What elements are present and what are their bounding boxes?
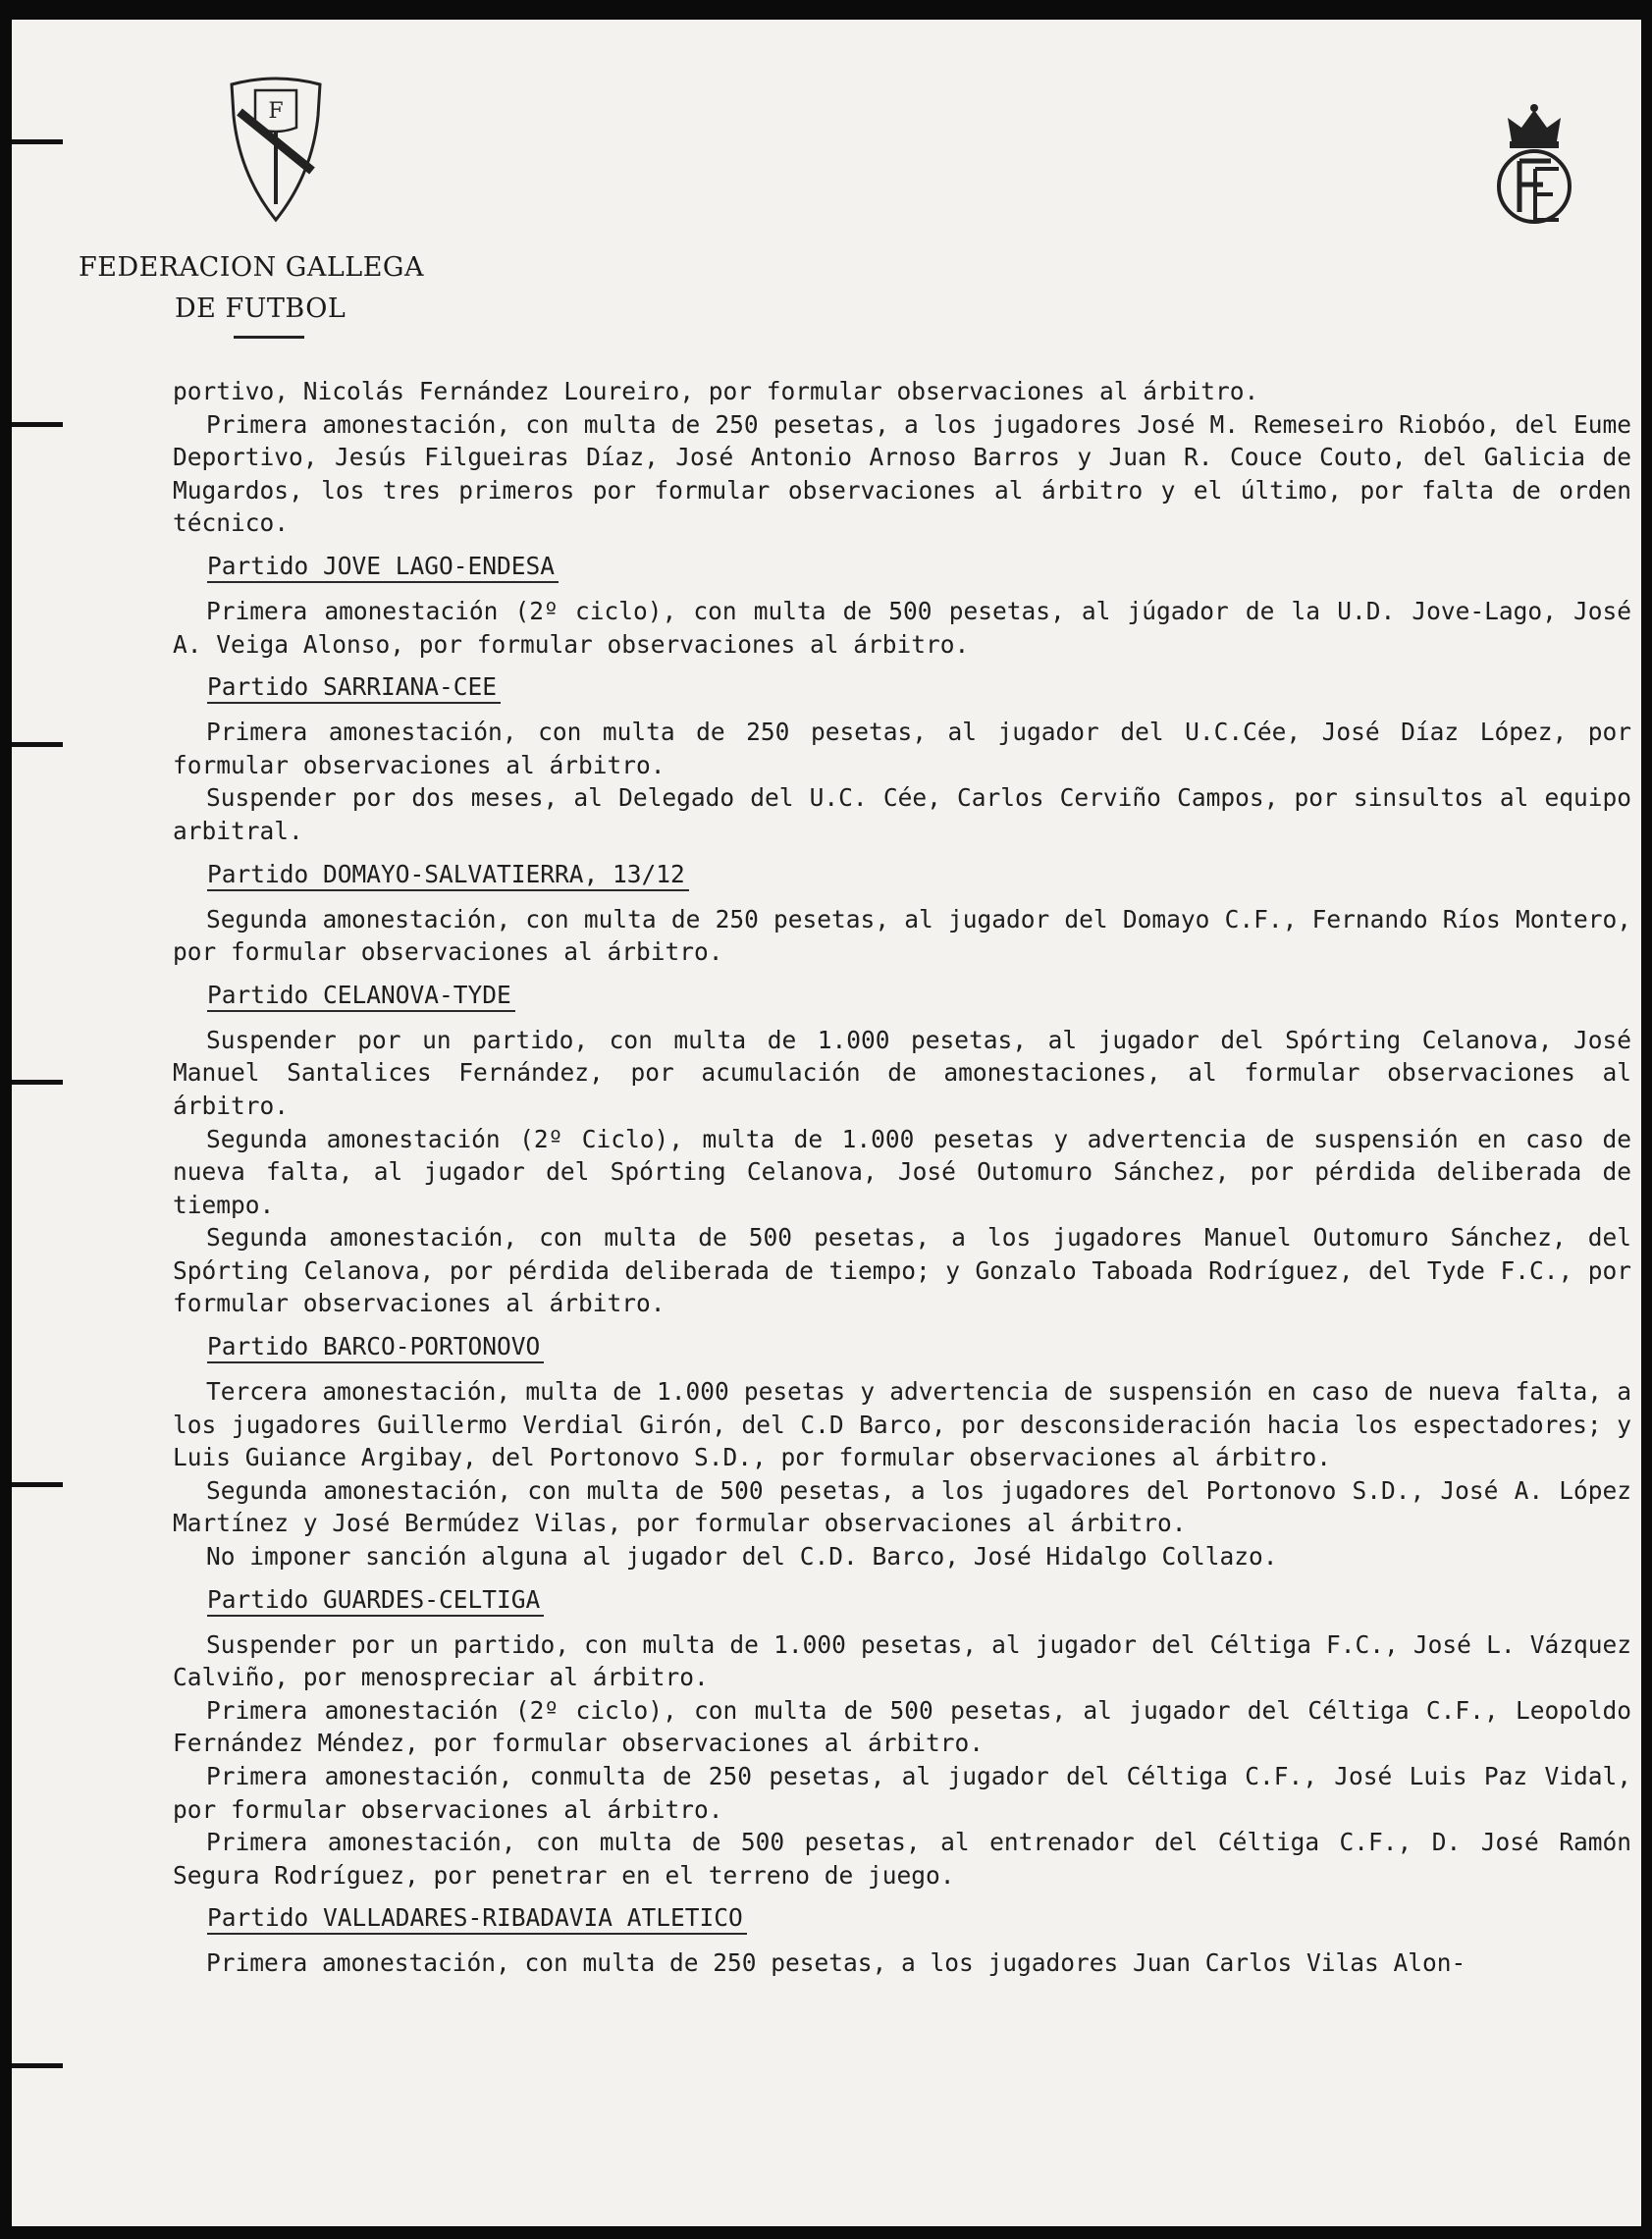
- paragraph: Primera amonestación, conmulta de 250 pesetas, al jugador del Céltiga C.F., José Luis Paz Vidal, por formular observaciones al árbitro.: [173, 1762, 1631, 1824]
- paragraph: Tercera amonestación, multa de 1.000 pesetas y advertencia de suspensión en caso de nueva falta, a los jugadores Guillermo Verdial Girón, del C.D Barco, por desconsideración hacia los espectadores; y Luis Guiance Argibay, del Portonovo S.D., por formular observaciones al árbitro.: [173, 1377, 1631, 1472]
- section-heading: Partido DOMAYO-SALVATIERRA, 13/12: [207, 858, 1631, 891]
- paragraph: Primera amonestación (2º ciclo), con multa de 500 pesetas, al júgador de la U.D. Jove-Lago, José A. Veiga Alonso, por formular observaciones al árbitro.: [173, 596, 1631, 659]
- paragraph: portivo, Nicolás Fernández Loureiro, por formular observaciones al árbitro.: [173, 377, 1259, 405]
- paragraph: Segunda amonestación, con multa de 250 pesetas, al jugador del Domayo C.F., Fernando Ríos Montero, por formular observaciones al árbitro.: [173, 904, 1631, 967]
- federation-name-line2: DE FUTBOL: [175, 293, 346, 324]
- svg-text:F: F: [268, 99, 284, 124]
- punch-hole-mark: [12, 422, 63, 427]
- federation-name: [79, 247, 491, 330]
- paragraph: Suspender por dos meses, al Delegado del U.C. Cée, Carlos Cerviño Campos, por sinsultos al equipo arbitral.: [173, 783, 1631, 845]
- paragraph: Primera amonestación, con multa de 500 pesetas, al entrenador del Céltiga C.F., D. José Ramón Segura Rodríguez, por penetrar en el terreno de juego.: [173, 1828, 1631, 1890]
- paragraph: Primera amonestación, con multa de 250 pesetas, a los jugadores Juan Carlos Vilas Alon-: [206, 1948, 1466, 1978]
- paragraph: Suspender por un partido, con multa de 1.000 pesetas, al jugador del Spórting Celanova, José Manuel Santalices Fernández, por acumulación de amonestaciones, al formular observaciones al árbitro.: [173, 1025, 1631, 1120]
- punch-hole-mark: [12, 1080, 63, 1085]
- paragraph: Primera amonestación (2º ciclo), con multa de 500 pesetas, al jugador del Céltiga C.F., Leopoldo Fernández Méndez, por formular observaciones al árbitro.: [173, 1695, 1631, 1758]
- royal-spanish-federation-crest-icon: [1490, 100, 1578, 230]
- document-page: [12, 20, 1641, 2226]
- section-heading: Partido JOVE LAGO-ENDESA: [207, 550, 1631, 583]
- section-heading: Partido GUARDES-CELTIGA: [207, 1583, 1631, 1617]
- paragraph: Suspender por un partido, con multa de 1.000 pesetas, al jugador del Céltiga F.C., José L. Vázquez Calviño, por menospreciar al árbitro.: [173, 1629, 1631, 1692]
- document-body: [173, 375, 1631, 1980]
- paragraph: Primera amonestación, con multa de 250 pesetas, al jugador del U.C.Cée, José Díaz López, por formular observaciones al árbitro.: [173, 718, 1631, 779]
- section-heading: Partido SARRIANA-CEE: [207, 670, 1631, 704]
- federation-name-line1: FEDERACION GALLEGA: [79, 252, 424, 283]
- punch-hole-mark: [12, 1482, 63, 1487]
- section-heading: Partido VALLADARES-RIBADAVIA ATLETICO: [207, 1901, 1631, 1935]
- punch-hole-mark: [12, 2063, 63, 2068]
- paragraph: Primera amonestación, con multa de 250 pesetas, a los jugadores José M. Remeseiro Riobóo, del Eume Deportivo, Jesús Filgueiras Díaz, José Antonio Arnoso Barros y Juan R. Couce Couto, del Galicia de Mugardos, los tres primeros por formular observaciones al árbitro y el último, por falta de orden técnico.: [173, 409, 1631, 538]
- section-heading: Partido BARCO-PORTONOVO: [207, 1330, 1631, 1363]
- punch-hole-mark: [12, 742, 63, 747]
- paragraph: Segunda amonestación, con multa de 500 pesetas, a los jugadores del Portonovo S.D., José A. López Martínez y José Bermúdez Vilas, por formular observaciones al árbitro.: [173, 1475, 1631, 1538]
- paragraph: No imponer sanción alguna al jugador del C.D. Barco, José Hidalgo Collazo.: [206, 1542, 1278, 1572]
- galician-federation-crest-icon: [226, 77, 326, 224]
- paragraph: Segunda amonestación, con multa de 500 pesetas, a los jugadores Manuel Outomuro Sánchez, del Spórting Celanova, por pérdida deliberada de tiempo; y Gonzalo Taboada Rodríguez, del Tyde F.C., por formular observaciones al árbitro.: [173, 1223, 1631, 1318]
- punch-hole-mark: [12, 139, 63, 144]
- section-heading: Partido CELANOVA-TYDE: [207, 979, 1631, 1012]
- paragraph: Segunda amonestación (2º Ciclo), multa de 1.000 pesetas y advertencia de suspensión en caso de nueva falta, al jugador del Spórting Celanova, José Outomuro Sánchez, por pérdida deliberada de tiempo.: [173, 1124, 1631, 1219]
- header-rule: [234, 336, 304, 339]
